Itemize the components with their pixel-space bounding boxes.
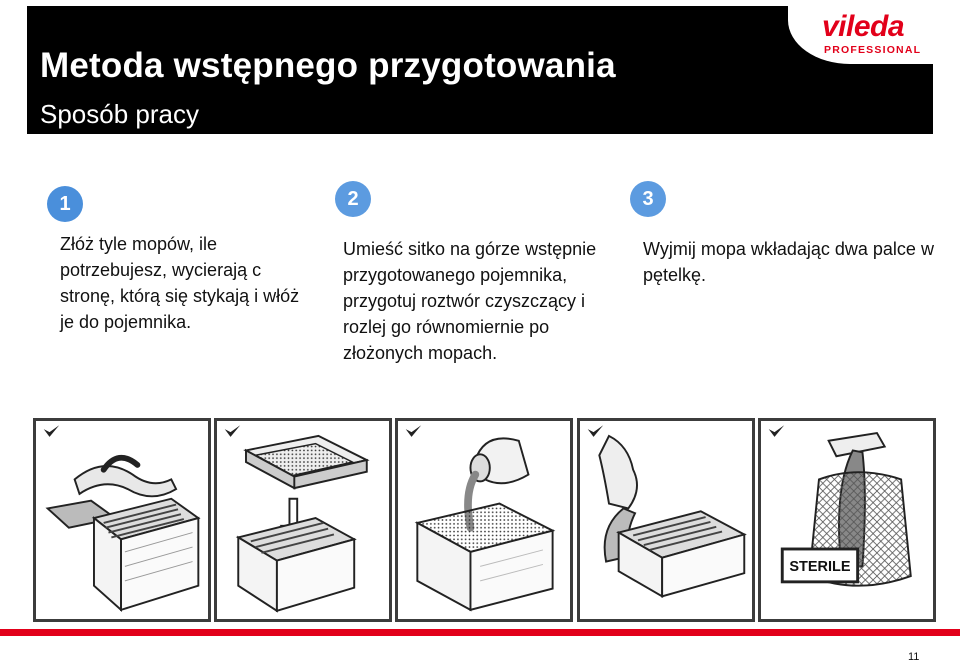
take-mop-drawing: [580, 421, 752, 619]
illustration-pour-solution: [395, 418, 573, 622]
page-subtitle: Sposób pracy: [40, 99, 199, 129]
step-2-badge: 2: [335, 181, 371, 217]
step-1-text: Złóż tyle mopów, ile potrzebujesz, wycierają c stronę, którą się stykają i włóż je do pojemnika.: [60, 234, 300, 332]
illustration-place-sieve: [214, 418, 392, 622]
page-title: Metoda wstępnego przygotowania: [40, 46, 616, 85]
step-3-badge: 3: [630, 181, 666, 217]
step-3-text: Wyjmij mopa wkładając dwa palce w pętelkę.: [643, 239, 934, 285]
page-number: 11: [908, 651, 920, 663]
check-icon: [588, 425, 603, 437]
check-icon: [769, 425, 784, 437]
check-icon: [44, 425, 59, 437]
step-1-badge: 1: [47, 186, 83, 222]
logo-brand: vileda: [822, 10, 905, 43]
illustration-sterile-bag: [758, 418, 936, 622]
sterile-label: STERILE: [789, 559, 851, 576]
pour-solution-drawing: [398, 421, 570, 619]
check-icon: [406, 425, 421, 437]
fold-mops-drawing: [36, 421, 208, 619]
footer-bar: [0, 629, 960, 636]
illustration-fold-mops: [33, 418, 211, 622]
sterile-bag-drawing: [761, 421, 933, 619]
check-icon: [225, 425, 240, 437]
illustration-take-mop: [577, 418, 755, 622]
step-2-text: Umieść sitko na górze wstępnie przygotowanego pojemnika, przygotuj roztwór czyszczący i rozlej go równomiernie po złożonych mopach.: [343, 239, 597, 363]
place-sieve-drawing: [217, 421, 389, 619]
logo-tagline: PROFESSIONAL: [824, 44, 922, 56]
